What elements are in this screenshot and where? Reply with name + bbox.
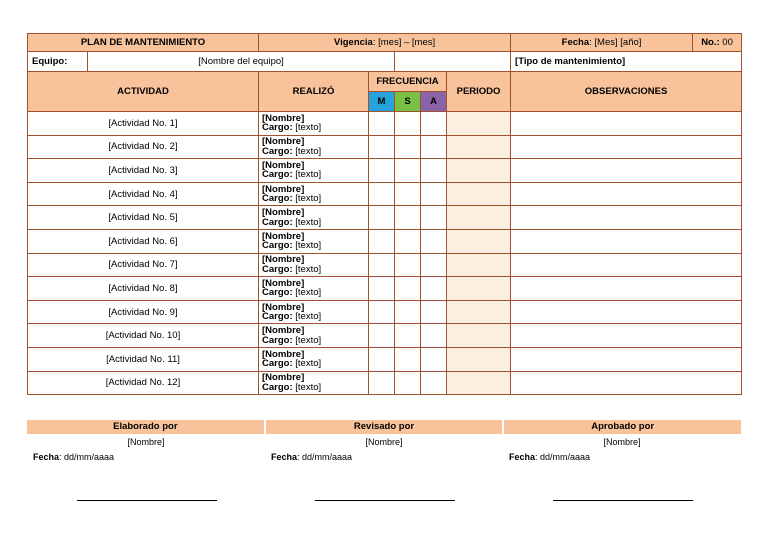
- table-row: [28, 371, 742, 395]
- actividad-cell: [Actividad No. 7]: [28, 253, 259, 277]
- periodo-cell[interactable]: [447, 253, 511, 277]
- aprobado-por-header: Aprobado por: [504, 420, 741, 434]
- no-cell: [693, 34, 742, 52]
- realizo-cell: [259, 324, 369, 348]
- signature-line: [315, 500, 455, 501]
- signature-elaborado: [27, 434, 265, 514]
- periodo-cell[interactable]: [447, 112, 511, 136]
- periodo-cell[interactable]: [447, 135, 511, 159]
- realizo-nombre: [Nombre]: [262, 207, 305, 219]
- realizo-cargo: Cargo: [texto]: [262, 381, 322, 393]
- realizo-cell: [259, 182, 369, 206]
- table-row: [28, 300, 742, 324]
- no-value: 00: [719, 37, 733, 48]
- fecha-label: Fecha: [561, 37, 590, 48]
- periodo-cell[interactable]: [447, 324, 511, 348]
- signature-line: [553, 500, 693, 501]
- realizo-nombre: [Nombre]: [262, 301, 305, 313]
- freq-m-cell[interactable]: [369, 182, 395, 206]
- table-row: [28, 206, 742, 230]
- table-row: [28, 347, 742, 371]
- periodo-cell[interactable]: [447, 277, 511, 301]
- actividad-cell: [Actividad No. 10]: [28, 324, 259, 348]
- realizo-cell: [259, 135, 369, 159]
- freq-m: M: [369, 92, 395, 112]
- tipo-mantenimiento: [Tipo de mantenimiento]: [511, 52, 742, 72]
- signature-revisado: [265, 434, 503, 514]
- freq-s-cell[interactable]: [395, 135, 421, 159]
- realizo-cargo: Cargo: [texto]: [262, 122, 322, 134]
- col-frecuencia: FRECUENCIA: [369, 72, 447, 92]
- freq-a: A: [421, 92, 447, 112]
- realizo-cargo: Cargo: [texto]: [262, 169, 322, 181]
- observaciones-cell[interactable]: [511, 277, 742, 301]
- table-row: [28, 112, 742, 136]
- realizo-nombre: [Nombre]: [262, 183, 305, 195]
- periodo-cell[interactable]: [447, 182, 511, 206]
- freq-m-cell[interactable]: [369, 253, 395, 277]
- freq-m-cell[interactable]: [369, 229, 395, 253]
- realizo-cargo: Cargo: [texto]: [262, 263, 322, 275]
- col-periodo: PERIODO: [447, 72, 511, 112]
- realizo-nombre: [Nombre]: [262, 230, 305, 242]
- no-label: No.:: [701, 37, 720, 48]
- freq-s-cell[interactable]: [395, 347, 421, 371]
- freq-s-cell[interactable]: [395, 277, 421, 301]
- observaciones-cell[interactable]: [511, 371, 742, 395]
- freq-a-cell[interactable]: [421, 135, 447, 159]
- observaciones-cell[interactable]: [511, 112, 742, 136]
- realizo-cargo: Cargo: [texto]: [262, 311, 322, 323]
- freq-a-cell[interactable]: [421, 277, 447, 301]
- observaciones-cell[interactable]: [511, 300, 742, 324]
- periodo-cell[interactable]: [447, 159, 511, 183]
- realizo-cargo: Cargo: [texto]: [262, 334, 322, 346]
- freq-a-cell[interactable]: [421, 112, 447, 136]
- actividad-cell: [Actividad No. 6]: [28, 229, 259, 253]
- observaciones-cell[interactable]: [511, 135, 742, 159]
- realizo-cell: [259, 277, 369, 301]
- observaciones-cell[interactable]: [511, 159, 742, 183]
- observaciones-cell[interactable]: [511, 347, 742, 371]
- realizo-nombre: [Nombre]: [262, 254, 305, 266]
- periodo-cell[interactable]: [447, 300, 511, 324]
- equipo-value: [Nombre del equipo]: [88, 52, 395, 72]
- realizo-nombre: [Nombre]: [262, 136, 305, 148]
- signature-date: Fecha: dd/mm/aaaa: [33, 452, 115, 462]
- freq-a-cell[interactable]: [421, 206, 447, 230]
- realizo-cargo: Cargo: [texto]: [262, 193, 322, 205]
- equipo-spacer: [395, 52, 511, 72]
- vigencia-cell: [259, 34, 511, 52]
- table-row: [28, 229, 742, 253]
- freq-s-cell[interactable]: [395, 182, 421, 206]
- realizo-nombre: [Nombre]: [262, 348, 305, 360]
- realizo-nombre: [Nombre]: [262, 372, 305, 384]
- freq-m-cell[interactable]: [369, 371, 395, 395]
- freq-m-cell[interactable]: [369, 206, 395, 230]
- realizo-cell: [259, 347, 369, 371]
- actividad-cell: [Actividad No. 3]: [28, 159, 259, 183]
- observaciones-cell[interactable]: [511, 206, 742, 230]
- actividad-cell: [Actividad No. 9]: [28, 300, 259, 324]
- realizo-cargo: Cargo: [texto]: [262, 145, 322, 157]
- actividad-cell: [Actividad No. 5]: [28, 206, 259, 230]
- activity-rows: [28, 112, 742, 395]
- realizo-cell: [259, 253, 369, 277]
- freq-m-cell[interactable]: [369, 112, 395, 136]
- freq-a-cell[interactable]: [421, 371, 447, 395]
- elaborado-por-header: Elaborado por: [27, 420, 264, 434]
- realizo-nombre: [Nombre]: [262, 112, 305, 124]
- freq-m-cell[interactable]: [369, 300, 395, 324]
- periodo-cell[interactable]: [447, 229, 511, 253]
- fecha-cell: [511, 34, 693, 52]
- periodo-cell[interactable]: [447, 206, 511, 230]
- actividad-cell: [Actividad No. 2]: [28, 135, 259, 159]
- actividad-cell: [Actividad No. 11]: [28, 347, 259, 371]
- freq-m-cell[interactable]: [369, 159, 395, 183]
- signature-section: [27, 420, 741, 514]
- signature-name: [Nombre]: [127, 437, 165, 447]
- freq-m-cell[interactable]: [369, 324, 395, 348]
- freq-a-cell[interactable]: [421, 324, 447, 348]
- periodo-cell[interactable]: [447, 371, 511, 395]
- freq-s: S: [395, 92, 421, 112]
- freq-s-cell[interactable]: [395, 300, 421, 324]
- freq-a-cell[interactable]: [421, 159, 447, 183]
- realizo-cargo: Cargo: [texto]: [262, 287, 322, 299]
- col-realizo: REALIZÓ: [259, 72, 369, 112]
- signature-name: [Nombre]: [365, 437, 403, 447]
- vigencia-value: : [mes] – [mes]: [372, 37, 436, 48]
- realizo-cargo: Cargo: [texto]: [262, 240, 322, 252]
- table-row: [28, 253, 742, 277]
- table-row: [28, 135, 742, 159]
- observaciones-cell[interactable]: [511, 182, 742, 206]
- freq-a-cell[interactable]: [421, 300, 447, 324]
- realizo-cell: [259, 206, 369, 230]
- realizo-cell: [259, 159, 369, 183]
- freq-m-cell[interactable]: [369, 135, 395, 159]
- table-row: [28, 182, 742, 206]
- observaciones-cell[interactable]: [511, 253, 742, 277]
- actividad-cell: [Actividad No. 8]: [28, 277, 259, 301]
- vigencia-label: Vigencia: [333, 37, 373, 48]
- realizo-cell: [259, 229, 369, 253]
- freq-s-cell[interactable]: [395, 371, 421, 395]
- freq-a-cell[interactable]: [421, 182, 447, 206]
- freq-s-cell[interactable]: [395, 206, 421, 230]
- realizo-cell: [259, 371, 369, 395]
- freq-m-cell[interactable]: [369, 277, 395, 301]
- signature-name: [Nombre]: [603, 437, 641, 447]
- fecha-value: : [Mes] [año]: [589, 37, 642, 48]
- equipo-label: Equipo:: [28, 52, 88, 72]
- signature-date: Fecha: dd/mm/aaaa: [509, 452, 591, 462]
- freq-s-cell[interactable]: [395, 112, 421, 136]
- signature-aprobado: [503, 434, 741, 514]
- signature-date: Fecha: dd/mm/aaaa: [271, 452, 353, 462]
- maintenance-plan-table: [27, 33, 742, 395]
- freq-s-cell[interactable]: [395, 324, 421, 348]
- signature-line: [77, 500, 217, 501]
- signature-headers: [27, 420, 741, 434]
- realizo-cargo: Cargo: [texto]: [262, 358, 322, 370]
- realizo-cargo: Cargo: [texto]: [262, 216, 322, 228]
- freq-a-cell[interactable]: [421, 347, 447, 371]
- freq-s-cell[interactable]: [395, 253, 421, 277]
- freq-m-cell[interactable]: [369, 347, 395, 371]
- col-observaciones: OBSERVACIONES: [511, 72, 742, 112]
- realizo-cell: [259, 112, 369, 136]
- realizo-nombre: [Nombre]: [262, 325, 305, 337]
- observaciones-cell[interactable]: [511, 229, 742, 253]
- realizo-nombre: [Nombre]: [262, 277, 305, 289]
- table-row: [28, 159, 742, 183]
- actividad-cell: [Actividad No. 1]: [28, 112, 259, 136]
- col-actividad: ACTIVIDAD: [28, 72, 259, 112]
- freq-s-cell[interactable]: [395, 229, 421, 253]
- freq-s-cell[interactable]: [395, 159, 421, 183]
- freq-a-cell[interactable]: [421, 253, 447, 277]
- freq-a-cell[interactable]: [421, 229, 447, 253]
- periodo-cell[interactable]: [447, 347, 511, 371]
- actividad-cell: [Actividad No. 4]: [28, 182, 259, 206]
- plan-title: PLAN DE MANTENIMIENTO: [28, 34, 259, 52]
- observaciones-cell[interactable]: [511, 324, 742, 348]
- actividad-cell: [Actividad No. 12]: [28, 371, 259, 395]
- realizo-nombre: [Nombre]: [262, 159, 305, 171]
- table-row: [28, 324, 742, 348]
- table-row: [28, 277, 742, 301]
- realizo-cell: [259, 300, 369, 324]
- revisado-por-header: Revisado por: [266, 420, 503, 434]
